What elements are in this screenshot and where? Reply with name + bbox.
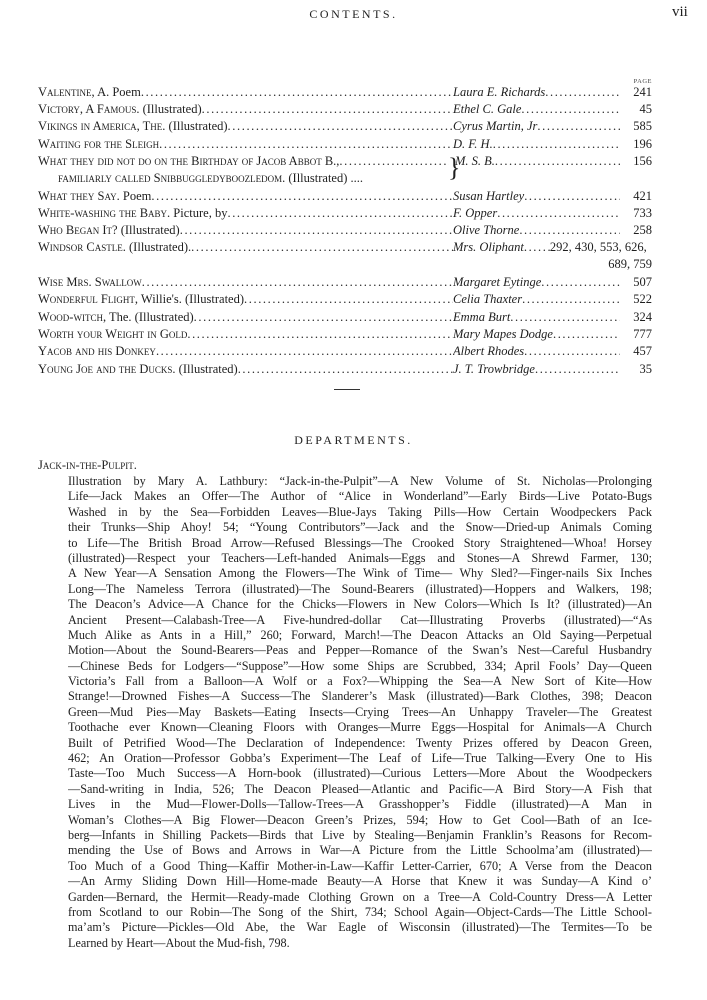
- toc-entry: [38, 136, 652, 153]
- paragraph-line: Woman’s Clothes—A Big Flower—Deacon Green’s Prizes, 594; How to Get Cool—Bath of an Ice-: [68, 812, 652, 827]
- toc-entry: [38, 205, 652, 222]
- paragraph-line: to Life—The British Broad Arrow—Refused Blessings—The Crooked Story Straightened—Whoa! Horsey: [68, 535, 652, 550]
- section-heading: Jack-in-the-Pulpit.: [38, 458, 137, 472]
- entry-page: 777: [633, 327, 652, 341]
- title-small-caps: Windsor Castle.: [38, 240, 126, 254]
- dot-leader: [521, 101, 620, 118]
- author: Laura E. Richards: [453, 85, 546, 99]
- paragraph-line: Garden—Bernard, the Hermit—Ready-made Clothing Grown on a Tree—A Cold-Country Dress—A Letter: [68, 889, 652, 904]
- entry-title: [38, 84, 453, 101]
- toc-entry: [38, 222, 652, 239]
- title-rest: (Illustrated): [117, 223, 180, 237]
- dot-leader: [524, 239, 550, 256]
- paragraph-line: Taste—Too Much Success—A Horn-book (illustrated)—Curious Letters—More About the Woodpeckers: [68, 766, 652, 781]
- entry-page: 324: [633, 310, 652, 324]
- author: F. Opper: [453, 206, 498, 220]
- title-small-caps: Waiting for the Sleigh: [38, 137, 160, 151]
- dot-leader: [553, 326, 620, 343]
- author: Celia Thaxter: [453, 292, 523, 306]
- author: Olive Thorne: [453, 223, 520, 237]
- dot-leader: [519, 222, 620, 239]
- toc-entry: [38, 309, 652, 326]
- title-small-caps: familiarly called Snibbuggledyboozledom.: [58, 171, 286, 185]
- dot-leader: [151, 188, 453, 205]
- paragraph-line: Too Much of a Good Thing—Kaffir Mother-in-Law—Kaffir Letter-Carrier, 670; A Verse from the Deacon: [68, 858, 652, 873]
- departments-title: DEPARTMENTS.: [294, 433, 413, 447]
- title-rest: (Illustrated).: [125, 240, 192, 254]
- paragraph-line: (illustrated)—Respect your Teachers—Left-handed Animals—Eggs and Stones—A Shrewd Farmer, 130;: [68, 550, 652, 565]
- entry-title: [38, 136, 453, 153]
- paragraph-line: Ancient Present—Calabash-Tree—A Five-hundred-dollar Cat—Illustrating Proverbs (illustrated)—“As: [68, 612, 652, 627]
- author: Emma Burt: [453, 310, 511, 324]
- entry-page: 522: [633, 292, 652, 306]
- entry-title: [38, 118, 453, 135]
- title-rest: (Illustrated): [165, 119, 228, 133]
- title-small-caps: Worth your Weight in Gold: [38, 327, 188, 341]
- paragraph-line: Lives in the Mud—Flower-Dolls—Tallow-Trees—A Grasshopper’s Fiddle (illustrated)—A Man in: [68, 797, 652, 812]
- title-small-caps: Young Joe and the Ducks.: [38, 362, 176, 376]
- dot-leader: [180, 222, 453, 239]
- paragraph-line: Built of Petrified Wood—The Declaration of Independence: Twenty Prizes offered by Deacon Green,: [68, 735, 652, 750]
- entry-author: [453, 222, 620, 239]
- entry-title: [38, 291, 453, 308]
- paragraph-line: Washed in by the Sea—Forbidden Leaves—Blue-Jays Taking Pills—How Certain Woodpeckers Pack: [68, 504, 652, 519]
- entry-page: 507: [633, 275, 652, 289]
- entry-author: [449, 153, 620, 170]
- dot-leader: [191, 239, 453, 256]
- paragraph-line: Much Alike as Ants in a Hill,” 260; Forward, March!—The Deacon Attacks an Old Saying—Perpetual: [68, 627, 652, 642]
- dot-leader: [227, 205, 453, 222]
- entry-author: [453, 101, 620, 118]
- entry-page: 35: [639, 362, 652, 376]
- title-small-caps: Vikings in America, The.: [38, 119, 166, 133]
- paragraph-line: —Sand-writing in India, 526; The Deacon Pleased—Atlantic and Pacific—A Bird Story—A Fish that: [68, 781, 652, 796]
- paragraph-line: Toothache ever Known—Cleaning Floors with Oranges—Murre Eggs—Hospital for Animals—A Church: [68, 720, 652, 735]
- title-rest: The. (Illustrated): [106, 310, 194, 324]
- author: Cyrus Martin, Jr: [453, 119, 538, 133]
- entry-pages: 689, 759: [608, 257, 652, 271]
- entry-author: [453, 84, 620, 101]
- title-rest: Poem: [119, 189, 152, 203]
- entry-author: [453, 361, 620, 378]
- dot-leader: [187, 326, 453, 343]
- dot-leader: [541, 274, 620, 291]
- page-column-label: PAGE: [633, 78, 652, 85]
- paragraph-line: 462; An Oration—Professor Gobba’s Experiment—The Leaf of Life—True Talking—Every One to His: [68, 751, 652, 766]
- dot-leader: [202, 101, 453, 118]
- running-header-title: CONTENTS.: [309, 7, 398, 21]
- entry-title: [38, 153, 449, 170]
- title-small-caps: Wonderful Flight,: [38, 292, 138, 306]
- author: Margaret Eytinge: [453, 275, 542, 289]
- author: Albert Rhodes: [453, 344, 525, 358]
- entry-page: 733: [633, 206, 652, 220]
- title-small-caps: Wise Mrs. Swallow: [38, 275, 142, 289]
- entry-title: [38, 188, 453, 205]
- paragraph-line: ma’am’s Picture—Pickles—Old Abe, the War Eagle of Wisconsin (illustrated)—The Termites—To be: [68, 920, 652, 935]
- entry-title: [38, 101, 453, 118]
- entry-author: [453, 118, 620, 135]
- dot-leader: [142, 274, 453, 291]
- entry-page: 258: [633, 223, 652, 237]
- paragraph-line: mending the Use of Bows and Arrows in War—A Picture from the Little Schoolma’am (illustrated)—: [68, 843, 652, 858]
- entry-author: [453, 309, 620, 326]
- toc-entry: [38, 239, 652, 256]
- author: Susan Hartley: [453, 189, 525, 203]
- paragraph-line: Motion—About the Sound-Bearers—Peas and Pepper—Romance of the Swan’s Nest—Careful Husbandry: [68, 643, 652, 658]
- title-small-caps: Victory, A Famous.: [38, 102, 140, 116]
- dot-leader: [497, 205, 620, 222]
- dot-leader: [524, 188, 620, 205]
- toc-entry: [38, 84, 652, 101]
- dot-leader: [194, 309, 453, 326]
- title-rest: (Illustrated) ....: [285, 171, 364, 185]
- dot-leader: [510, 309, 620, 326]
- paragraph-line: their Trunks—Ship Ahoy! 54; “Young Contributors”—Jack and the Snow—Dried-up Animals Coming: [68, 520, 652, 535]
- entry-author: [453, 326, 620, 343]
- toc-entry: [38, 101, 652, 118]
- entry-title: [38, 361, 453, 378]
- paragraph-line: Long—The Nameless Terrora (illustrated)—The Sound-Bearers (illustrated)—Hoppers and Walkers, 198;: [68, 581, 652, 596]
- paragraph-line: Strange!—Drowned Fishes—A Success—The Slanderer’s Mask (illustrated)—Bark Clothes, 398; Deacon: [68, 689, 652, 704]
- dot-leader: [159, 136, 453, 153]
- entry-author: [453, 343, 620, 360]
- entry-title: [38, 343, 453, 360]
- paragraph-line: A New Year—A Sensation Among the Flowers—The Wink of Time— Why Sled?—Finger-nails Six Inches: [68, 566, 652, 581]
- entry-author: [453, 188, 620, 205]
- entry-title: [38, 326, 453, 343]
- entry-author: [453, 136, 620, 153]
- dot-leader: [244, 291, 453, 308]
- paragraph-line: berg—Infants in Shilling Packets—Birds that Live by Stealing—Benjamin Franklin’s Reasons for Recom-: [68, 827, 652, 842]
- entry-title: [38, 274, 453, 291]
- paragraph-line: Victoria’s Fall from a Balloon—A Wolf or a Fox?—Whipping the Sea—A New Sort of Kite—How: [68, 674, 652, 689]
- dot-leader: [238, 361, 453, 378]
- title-rest: Willie's. (Illustrated): [138, 292, 245, 306]
- author: Mrs. Oliphant: [453, 240, 524, 254]
- toc-entry: [38, 343, 652, 360]
- entry-page: 45: [639, 102, 652, 116]
- entry-page: 196: [633, 137, 652, 151]
- title-small-caps: White-washing the Baby.: [38, 206, 171, 220]
- title-small-caps: Wood-witch,: [38, 310, 107, 324]
- title-small-caps: Who Began It?: [38, 223, 118, 237]
- dot-leader: [535, 361, 620, 378]
- paragraph-line: Learned by Heart—About the Mud-fish, 798.: [68, 935, 290, 950]
- toc-entry: [38, 326, 652, 343]
- author: D. F. H.: [453, 137, 493, 151]
- brace-icon: }: [448, 153, 461, 182]
- dot-leader: [493, 136, 620, 153]
- entry-title: [38, 222, 453, 239]
- entry-page: 457: [633, 344, 652, 358]
- dot-leader: [524, 343, 620, 360]
- paragraph-line: —An Army Sliding Down Hill—Home-made Beauty—A Horse that Knew it was Sunday—A Kind o’: [68, 874, 652, 889]
- dot-leader: [495, 153, 620, 170]
- toc-entry: [38, 274, 652, 291]
- title-small-caps: What they Say.: [38, 189, 120, 203]
- paragraph-line: Green—Mud Pies—May Baskets—Eating Insects—Crying Trees—An Unhappy Traveler—The Greatest: [68, 704, 652, 719]
- paragraph-line: from Scotland to our Robin—The Song of the Shirt, 734; School Again—Object-Cards—The Little School-: [68, 904, 652, 919]
- dot-leader: [156, 343, 453, 360]
- title-small-caps: Valentine, A.: [38, 85, 110, 99]
- author: Mary Mapes Dodge: [453, 327, 553, 341]
- dot-leader: [537, 118, 620, 135]
- toc-entry: [38, 361, 652, 378]
- department-paragraph: [68, 474, 652, 951]
- title-rest: Picture, by: [170, 206, 228, 220]
- toc-entry: [38, 188, 652, 205]
- paragraph-line: Life—Jack Makes an Offer—The Author of “Alice in Wonderland”—Early Birds—Live Potato-Bugs: [68, 489, 652, 504]
- title-small-caps: Yacob and his Donkey: [38, 344, 156, 358]
- entry-title: [38, 239, 453, 256]
- entry-title: [38, 205, 453, 222]
- dot-leader: [522, 291, 620, 308]
- entry-page: 421: [633, 189, 652, 203]
- dot-leader: [339, 153, 449, 170]
- entry-page: 156: [633, 154, 652, 168]
- entry-author: [453, 239, 652, 256]
- entry-page: 241: [633, 85, 652, 99]
- author: Ethel C. Gale: [453, 102, 522, 116]
- dot-leader: [228, 118, 453, 135]
- paragraph-line: The Deacon’s Advice—A Chance for the Chicks—Flowers in New Colors—Which Is It? (illustrated)—An: [68, 597, 652, 612]
- title-rest: Poem: [109, 85, 141, 99]
- entry-author: [453, 291, 620, 308]
- page-number: vii: [672, 4, 688, 20]
- paragraph-line: Illustration by Mary A. Lathbury: “Jack-in-the-Pulpit”—A New Volume of St. Nicholas—Prolonging: [68, 474, 652, 488]
- dot-leader: [141, 84, 453, 101]
- entry-author: [453, 274, 620, 291]
- paragraph-line: —Chinese Beds for Lodgers—“Suppose”—How some Ships are Scrubbed, 334; April Fools’ Day—Queen: [68, 658, 652, 673]
- title-rest: (Illustrated): [175, 362, 238, 376]
- toc-entry: [38, 118, 652, 135]
- entry-pages: 292, 430, 553, 626,: [549, 240, 647, 254]
- author: J. T. Trowbridge: [453, 362, 535, 376]
- section-divider: [334, 389, 360, 390]
- title-small-caps: What they did not do on the Birthday of Jacob Abbot B.,: [38, 154, 340, 168]
- dot-leader: [545, 84, 620, 101]
- title-rest: (Illustrated): [139, 102, 202, 116]
- entry-author: [453, 205, 620, 222]
- toc-entry-continuation: [38, 256, 652, 273]
- entry-title: [38, 309, 453, 326]
- author: M. S. B.: [454, 154, 495, 168]
- entry-page: 585: [633, 119, 652, 133]
- toc-entry: [38, 291, 652, 308]
- toc-entry: [38, 153, 652, 170]
